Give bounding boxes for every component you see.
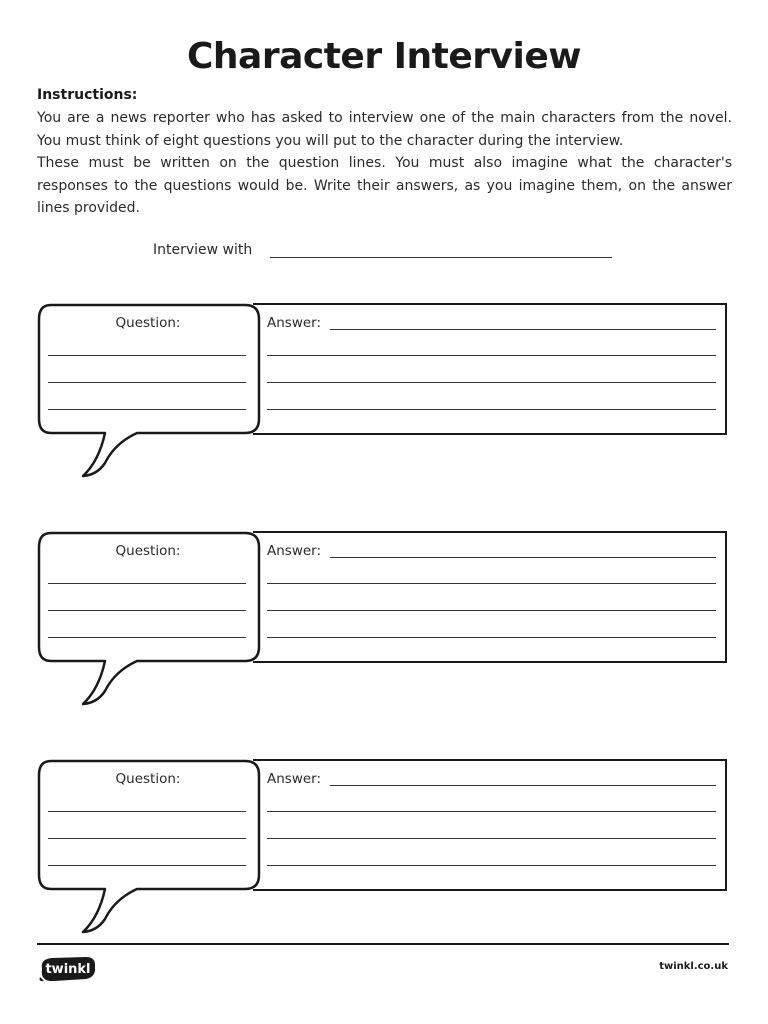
answer-label: Answer: bbox=[267, 315, 322, 331]
instructions-paragraph-2: These must be written on the question lines. You must also imagine what the character's responses to the questions would be. Write their answers, as you imagine them, on the answer lines provided. bbox=[37, 155, 732, 217]
answer-line-4[interactable] bbox=[267, 865, 716, 866]
answer-box bbox=[253, 303, 727, 435]
answer-label: Answer: bbox=[267, 771, 322, 787]
instructions-paragraph-1: You are a news reporter who has asked to interview one of the main characters from the novel. You must think of eight questions you will put to the character during the interview. bbox=[37, 110, 732, 149]
interview-with-label: Interview with bbox=[153, 242, 253, 258]
footer-rule bbox=[37, 943, 729, 945]
instructions-text bbox=[37, 107, 732, 220]
question-label: Question: bbox=[115, 771, 181, 787]
question-line-3[interactable] bbox=[48, 637, 246, 638]
question-line-2[interactable] bbox=[48, 610, 246, 611]
answer-line-1[interactable] bbox=[330, 329, 716, 330]
question-line-3[interactable] bbox=[48, 409, 246, 410]
answer-line-2[interactable] bbox=[267, 811, 716, 812]
answer-line-2[interactable] bbox=[267, 583, 716, 584]
answer-line-3[interactable] bbox=[267, 610, 716, 611]
interview-with-line[interactable] bbox=[270, 257, 612, 258]
answer-label: Answer: bbox=[267, 543, 322, 559]
question-line-1[interactable] bbox=[48, 355, 246, 356]
question-line-3[interactable] bbox=[48, 865, 246, 866]
footer-url[interactable]: twinkl.co.uk bbox=[659, 961, 728, 972]
question-line-1[interactable] bbox=[48, 811, 246, 812]
interview-block-1 bbox=[37, 303, 729, 485]
question-label: Question: bbox=[115, 315, 181, 331]
answer-line-1[interactable] bbox=[330, 785, 716, 786]
interview-block-2 bbox=[37, 531, 729, 713]
question-line-2[interactable] bbox=[48, 382, 246, 383]
answer-box bbox=[253, 531, 727, 663]
interview-block-3 bbox=[37, 759, 729, 941]
answer-line-2[interactable] bbox=[267, 355, 716, 356]
answer-box bbox=[253, 759, 727, 891]
instructions-heading: Instructions: bbox=[37, 87, 138, 103]
question-line-1[interactable] bbox=[48, 583, 246, 584]
question-label: Question: bbox=[115, 543, 181, 559]
answer-line-3[interactable] bbox=[267, 382, 716, 383]
answer-line-3[interactable] bbox=[267, 838, 716, 839]
answer-line-4[interactable] bbox=[267, 409, 716, 410]
twinkl-logo bbox=[36, 955, 98, 983]
question-line-2[interactable] bbox=[48, 838, 246, 839]
page-title: Character Interview bbox=[186, 36, 582, 77]
answer-line-4[interactable] bbox=[267, 637, 716, 638]
answer-line-1[interactable] bbox=[330, 557, 716, 558]
logo-text: twinkl bbox=[45, 962, 91, 977]
